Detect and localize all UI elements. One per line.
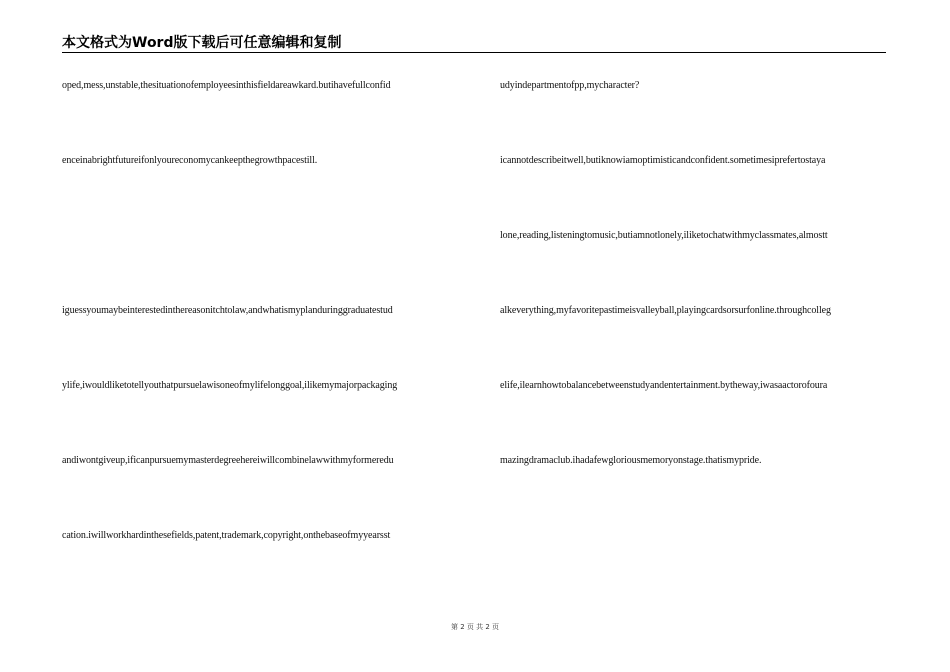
text-line: alkeverything,myfavoritepastimeisvalleyball,playingcardsorsurfonline.throughcolleg: [500, 305, 831, 316]
text-line: cation.iwillworkhardinthesefields,patent,trademark,copyright,onthebaseofmyyearsst: [62, 530, 391, 541]
text-line: icannotdescribeitwell,butiknowiamoptimisticandconfident.sometimesiprefertostaya: [500, 155, 826, 166]
text-line: udyindepartmentofpp,mycharacter?: [500, 80, 640, 91]
header-divider: [62, 52, 886, 53]
text-line: iguessyoumaybeinterestedinthereasonitchtolaw,andwhatismyplanduringgraduatestud: [62, 305, 393, 316]
text-line: mazingdramaclub.ihadafewgloriousmemoryonstage.thatismypride.: [500, 455, 762, 466]
page-footer: 第 2 页 共 2 页: [450, 623, 500, 631]
text-line: enceinabrightfutureifonlyoureconomycankeepthegrowthpacestill.: [62, 155, 318, 166]
text-line: ylife,iwouldliketotellyouthatpursuelawisoneofmylifelonggoal,ilikemymajorpackaging: [62, 380, 398, 391]
page-header: [62, 34, 886, 52]
text-line: andiwontgiveup,ificanpursuemymasterdegreehereiwillcombinelawwithmyformeredu: [62, 455, 394, 466]
text-line: oped,mess,unstable,thesituationofemployeesinthisfieldareawkard.butihavefullconfid: [62, 80, 391, 91]
text-line: elife,ilearnhowtobalancebetweenstudyandentertainment.bytheway,iwasaactorofoura: [500, 380, 828, 391]
header-title: 本文格式为Word版下载后可任意编辑和复制: [62, 35, 342, 51]
text-line: lone,reading,listeningtomusic,butiamnotlonely,iliketochatwithmyclassmates,almostt: [500, 230, 828, 241]
